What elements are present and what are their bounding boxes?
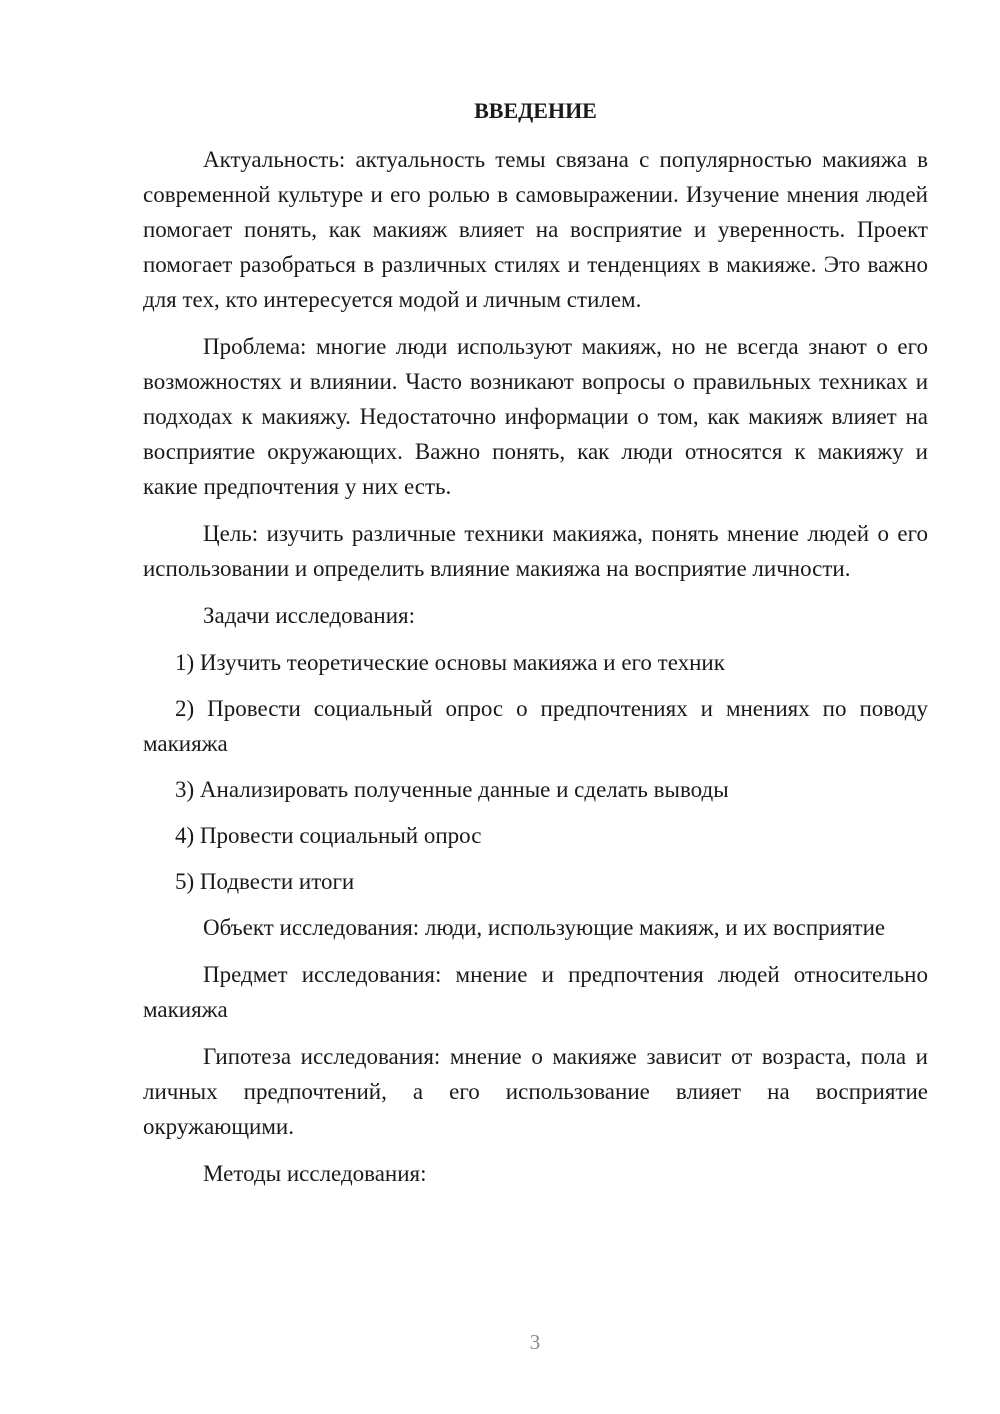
paragraph-methods: Методы исследования: bbox=[203, 1161, 427, 1186]
page-content bbox=[143, 93, 928, 1203]
task-item-2: 2) Провести социальный опрос о предпочтениях и мнениях по поводу макияжа bbox=[143, 696, 928, 756]
task-item-1: 1) Изучить теоретические основы макияжа и его техник bbox=[175, 650, 725, 675]
paragraph-problem: Проблема: многие люди используют макияж, но не всегда знают о его возможностях и влиянии. Часто возникают вопросы о правильных техниках и подходах к макияжу. Недостаточно информации о том, как макияж влияет на восприятие окружающих. Важно понять, как люди относятся к макияжу и какие предпочтения у них есть. bbox=[143, 334, 928, 499]
paragraph-object: Объект исследования: люди, использующие макияж, и их восприятие bbox=[203, 915, 886, 940]
task-item-3: 3) Анализировать полученные данные и сделать выводы bbox=[175, 777, 729, 802]
paragraph-subject: Предмет исследования: мнение и предпочтения людей относительно макияжа bbox=[143, 962, 928, 1022]
paragraph-goal: Цель: изучить различные техники макияжа, понять мнение людей о его использовании и определить влияние макияжа на восприятие личности. bbox=[143, 521, 928, 581]
task-item-5: 5) Подвести итоги bbox=[175, 869, 355, 894]
page-number: 3 bbox=[529, 1330, 541, 1354]
page-title: ВВЕДЕНИЕ bbox=[474, 98, 597, 123]
paragraph-relevance: Актуальность: актуальность темы связана с популярностью макияжа в современной культуре и его ролью в самовыражении. Изучение мнения людей помогает понять, как макияж влияет на восприятие и уверенность. Проект помогает разобраться в различных стилях и тенденциях в макияже. Это важно для тех, кто интересуется модой и личным стилем. bbox=[143, 147, 928, 312]
task-item-4: 4) Провести социальный опрос bbox=[175, 823, 482, 848]
paragraph-tasks-heading: Задачи исследования: bbox=[203, 603, 416, 628]
paragraph-hypothesis: Гипотеза исследования: мнение о макияже зависит от возраста, пола и личных предпочтений, а его использование влияет на восприятие окружающими. bbox=[143, 1044, 928, 1139]
